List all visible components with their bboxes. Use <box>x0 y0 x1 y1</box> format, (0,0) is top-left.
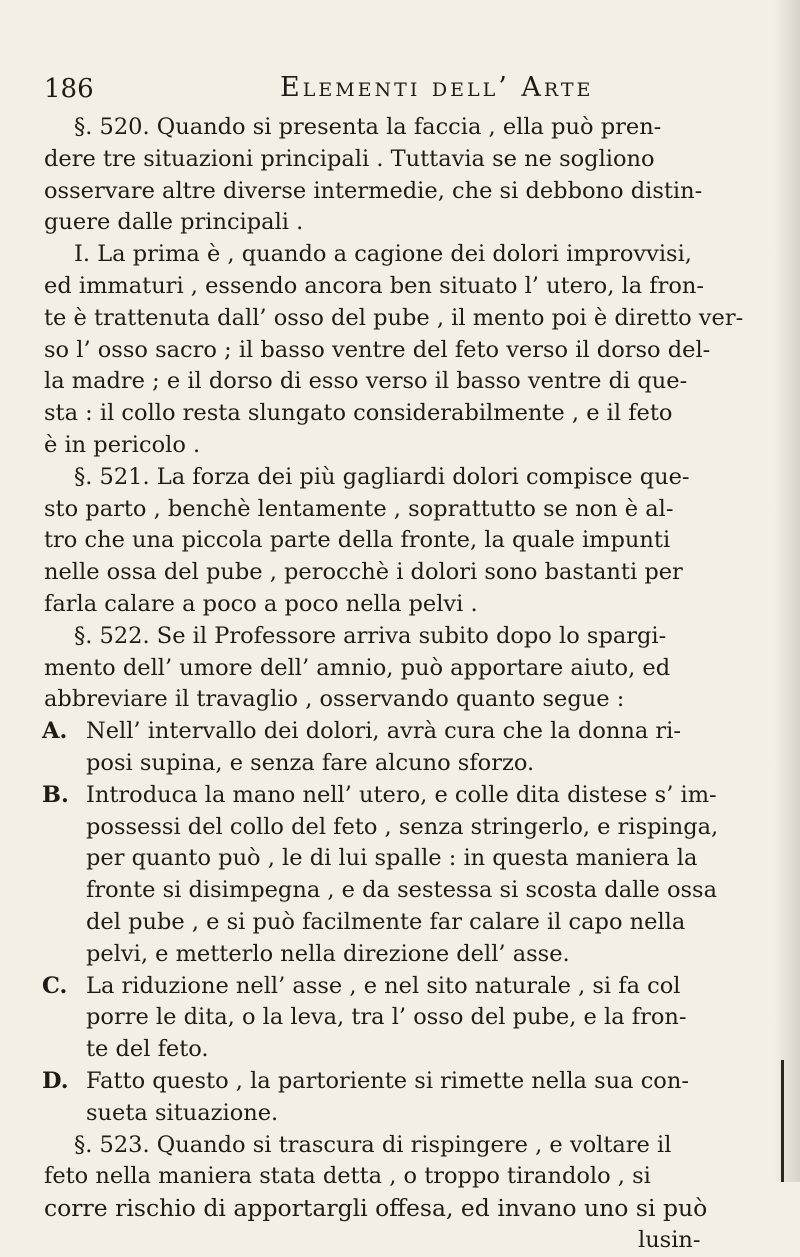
text-line: Nell’ intervallo dei dolori, avrà cura che la donna ri- <box>86 718 681 745</box>
text-line: farla calare a poco a poco nella pelvi . <box>44 590 478 617</box>
page-edge-shadow <box>774 0 800 1182</box>
text-line: te del feto. <box>86 1036 209 1063</box>
text-line: per quanto può , le di lui spalle : in questa maniera la <box>86 845 698 872</box>
text-line: fronte si disimpegna , e da sestessa si scosta dalle ossa <box>86 877 718 904</box>
text-line: è in pericolo . <box>44 431 201 458</box>
text-line: §. 520. Quando si presenta la faccia , ella può pren- <box>74 114 662 140</box>
item-marker-a: A. <box>42 718 68 745</box>
text-line: dere tre situazioni principali . Tuttavia se ne sogliono <box>44 145 655 172</box>
text-line: sueta situazione. <box>86 1099 279 1126</box>
text-line: tro che una piccola parte della fronte, la quale impunti <box>44 527 671 554</box>
running-title: Elementi dell’ Arte <box>280 72 594 103</box>
item-marker-b: B. <box>42 781 69 808</box>
list-item-d <box>44 1066 744 1098</box>
text-line: feto nella maniera stata detta , o troppo tirandolo , si <box>44 1163 651 1190</box>
body-text <box>44 112 744 1257</box>
list-item-a <box>44 716 744 748</box>
text-line: Fatto questo , la partoriente si rimette nella sua con- <box>86 1067 689 1094</box>
list-item-b <box>44 780 744 812</box>
text-line: §. 521. La forza dei più gagliardi dolori compisce que- <box>74 463 690 490</box>
list-item-c <box>44 971 744 1003</box>
text-line: guere dalle principali . <box>44 209 304 236</box>
text-line: sto parto , benchè lentamente , soprattutto se non è al- <box>44 495 674 522</box>
item-marker-d: D. <box>42 1067 69 1094</box>
text-line: La riduzione nell’ asse , e nel sito naturale , si fa col <box>86 972 681 999</box>
text-line: abbreviare il travaglio , osservando quanto segue : <box>44 686 625 713</box>
text-line: so l’ osso sacro ; il basso ventre del feto verso il dorso del- <box>44 336 711 363</box>
text-line: posi supina, e senza fare alcuno sforzo. <box>86 749 535 776</box>
page-edge-line <box>781 1060 784 1182</box>
text-line: Introduca la mano nell’ utero, e colle dita distese s’ im- <box>86 781 717 808</box>
text-line: porre le dita, o la leva, tra l’ osso del pube, e la fron- <box>86 1004 687 1031</box>
item-marker-c: C. <box>42 972 68 999</box>
text-line: ed immaturi , essendo ancora ben situato l’ utero, la fron- <box>44 272 705 299</box>
text-line: la madre ; e il dorso di esso verso il basso ventre di que- <box>44 368 688 395</box>
text-line: I. La prima è , quando a cagione dei dolori improvvisi, <box>74 241 692 268</box>
text-line: corre rischio di apportargli offesa, ed invano uno si può <box>44 1194 708 1223</box>
text-line: osservare altre diverse intermedie, che si debbono distin- <box>44 177 703 204</box>
text-line: §. 522. Se il Professore arriva subito dopo lo spargi- <box>74 622 667 649</box>
text-line: pelvi, e metterlo nella direzione dell’ asse. <box>86 940 570 967</box>
page-header <box>44 70 744 110</box>
page-number: 186 <box>44 74 94 104</box>
text-line: nelle ossa del pube , perocchè i dolori sono bastanti per <box>44 559 683 586</box>
text-line: §. 523. Quando si trascura di rispingere , e voltare il <box>74 1131 672 1158</box>
text-line: mento dell’ umore dell’ amnio, può apportare aiuto, ed <box>44 654 671 681</box>
text-line: possessi del collo del feto , senza stringerlo, e rispinga, <box>86 813 719 840</box>
text-line: del pube , e si può facilmente far calare il capo nella <box>86 908 686 935</box>
text-line: sta : il collo resta slungato considerabilmente , e il feto <box>44 400 673 427</box>
text-line: te è trattenuta dall’ osso del pube , il mento poi è diretto ver- <box>44 304 744 331</box>
catchword: lusin- <box>638 1226 701 1253</box>
